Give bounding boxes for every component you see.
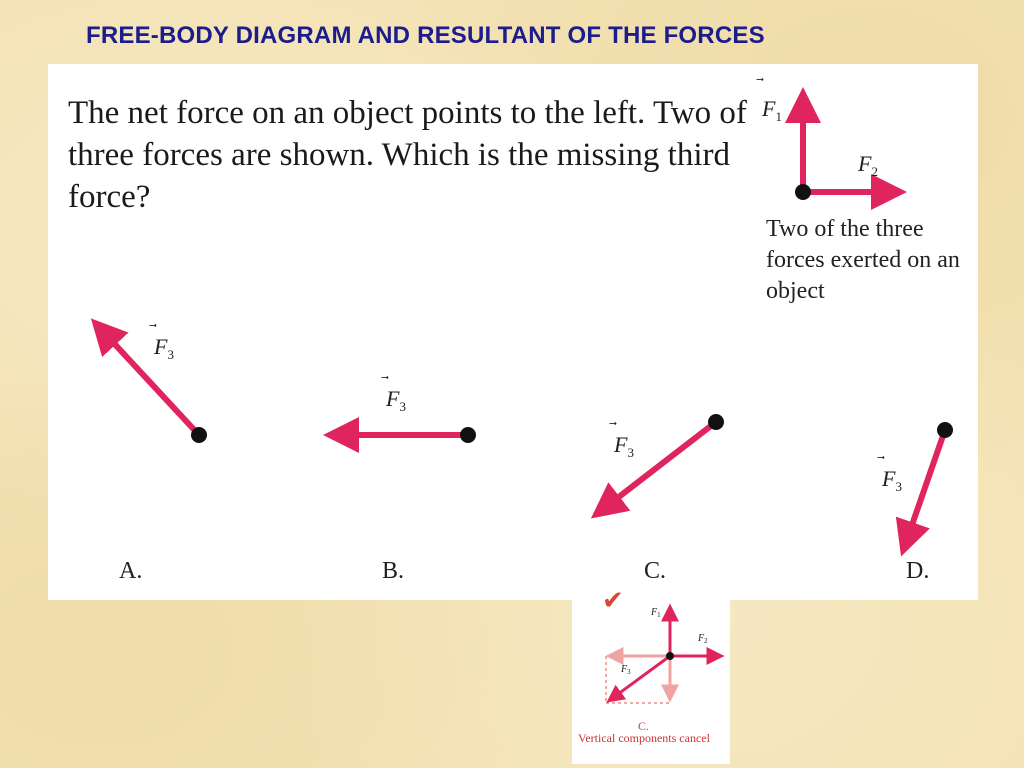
inset-f3-arrow	[610, 656, 670, 700]
svg-text:F3	[881, 466, 902, 494]
svg-text:⃗	[609, 421, 617, 426]
svg-text:F1	[650, 607, 661, 619]
svg-text:F1	[761, 96, 782, 124]
option-a-dot	[191, 427, 207, 443]
inset-caption: Vertical components cancel	[578, 731, 710, 745]
question-text: The net force on an object points to the left. Two of three forces are shown. Which is the missing third force?	[68, 95, 747, 215]
option-c-letter[interactable]: C.	[644, 558, 667, 584]
f2-label: F	[858, 151, 872, 176]
svg-text:F3	[385, 386, 406, 414]
option-a-force-label: F	[154, 334, 168, 359]
option-a-arrow	[97, 325, 199, 435]
f1-label: F	[762, 96, 776, 121]
svg-text:⃗	[381, 375, 389, 380]
option-b-force-label: F	[386, 386, 400, 411]
option-d-letter[interactable]: D.	[906, 558, 930, 584]
option-d-diagram[interactable]	[881, 422, 953, 548]
inset-answer-letter: C.	[638, 719, 650, 733]
option-a-diagram[interactable]	[97, 325, 207, 443]
checkmark-icon: ✔	[602, 586, 624, 616]
inset-f2-sub: 2	[704, 637, 708, 645]
option-c-dot	[708, 414, 724, 430]
svg-text:⃗	[877, 455, 885, 460]
option-b-force-sub: 3	[399, 399, 406, 414]
option-a-letter[interactable]: A.	[119, 558, 143, 584]
option-c-force-sub: 3	[627, 445, 634, 460]
f1-subscript: 1	[775, 109, 782, 124]
svg-text:⃗	[756, 77, 764, 82]
f2-subscript: 2	[871, 164, 878, 179]
svg-text:⃗	[149, 323, 157, 328]
option-d-dot	[937, 422, 953, 438]
option-c-diagram[interactable]	[598, 414, 724, 513]
option-c-force-label: F	[614, 432, 628, 457]
answer-inset	[572, 586, 730, 764]
svg-text:F2	[857, 151, 878, 179]
inset-f3-label: F	[621, 664, 628, 675]
inset-f1-label: F	[651, 607, 658, 618]
inset-object-dot	[666, 652, 674, 660]
option-b-diagram[interactable]	[332, 386, 476, 443]
answer-inset-diagram	[572, 600, 730, 720]
question-panel	[48, 64, 978, 600]
inset-f1-sub: 1	[657, 611, 661, 619]
option-b-letter[interactable]: B.	[382, 558, 405, 584]
inset-f3-sub: 3	[627, 668, 631, 676]
option-a-force-sub: 3	[167, 347, 174, 362]
options-diagram	[48, 294, 978, 564]
inset-f2-label: F	[698, 633, 705, 644]
option-b-dot	[460, 427, 476, 443]
option-d-force-sub: 3	[895, 479, 902, 494]
svg-text:F3	[620, 664, 631, 676]
object-dot	[795, 184, 811, 200]
option-d-arrow	[904, 430, 945, 548]
given-forces-diagram	[748, 74, 948, 214]
given-forces-caption: Two of the three forces exerted on an object	[766, 216, 960, 304]
slide-title: FREE-BODY DIAGRAM AND RESULTANT OF THE FORCES	[86, 22, 765, 49]
option-d-force-label: F	[882, 466, 896, 491]
svg-text:F3	[613, 432, 634, 460]
svg-text:F2	[697, 633, 708, 645]
svg-text:F3	[153, 334, 174, 362]
